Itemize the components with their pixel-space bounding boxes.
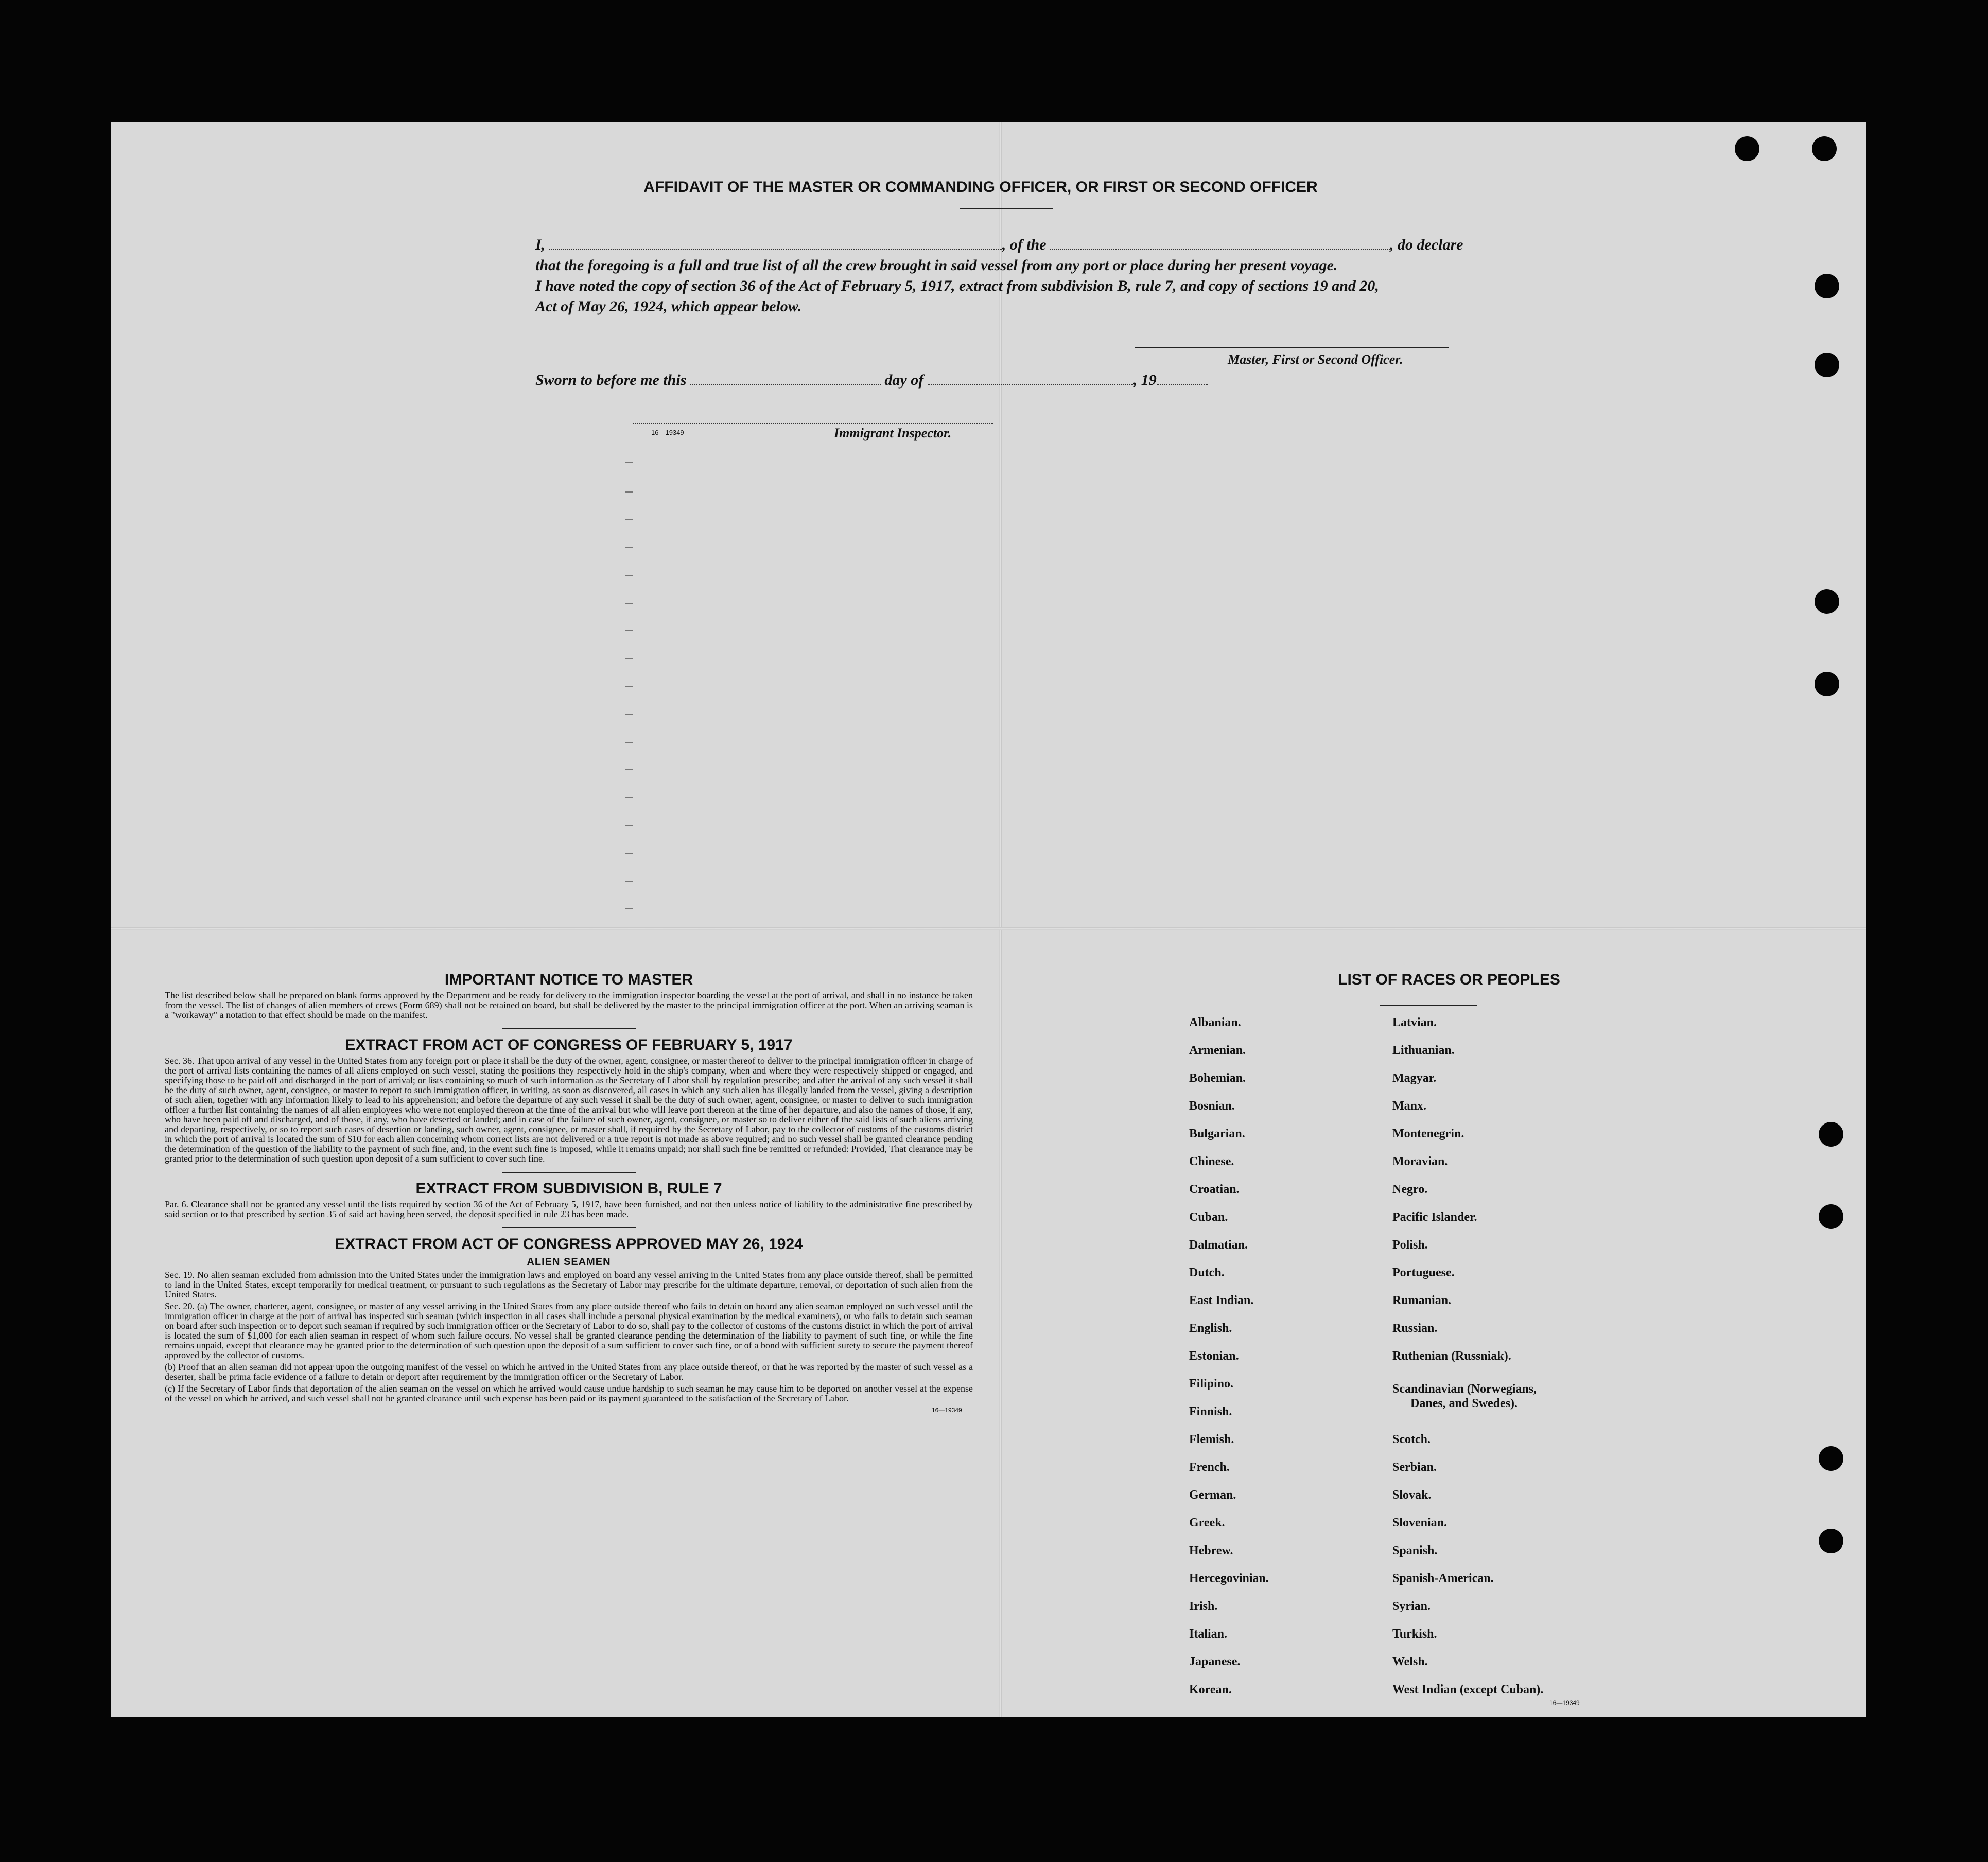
sec19-text: Sec. 19. No alien seaman excluded from admission into the United States under the immigration laws and employed on board any vessel arriving in the United States from any place outside thereof, shall be permitted to land in the United States, except temporarily for medical treatment, or pursuant to such regulations as the Secretary of Labor may prescribe for the ultimate departure, removal, or deportation of such alien from the United States. bbox=[165, 1270, 973, 1299]
sworn-day-blank[interactable] bbox=[690, 372, 881, 385]
race-item: German. bbox=[1189, 1488, 1236, 1502]
race-item: Japanese. bbox=[1189, 1655, 1241, 1668]
alien-seamen-subtitle: ALIEN SEAMEN bbox=[527, 1256, 611, 1268]
punch-hole bbox=[1812, 136, 1837, 161]
punch-hole bbox=[1819, 1446, 1843, 1471]
declaration-of-the: , of the bbox=[1002, 236, 1047, 253]
margin-tick bbox=[625, 881, 633, 882]
declaration-i: I, bbox=[535, 236, 546, 253]
name-blank[interactable] bbox=[549, 236, 1002, 250]
race-item: Spanish. bbox=[1392, 1544, 1438, 1557]
extract-rule7-title: EXTRACT FROM SUBDIVISION B, RULE 7 bbox=[415, 1180, 722, 1197]
margin-tick bbox=[625, 742, 633, 743]
affidavit-title: AFFIDAVIT OF THE MASTER OR COMMANDING OFFICER, OR FIRST OR SECOND OFFICER bbox=[643, 179, 1318, 196]
extract-form-number: 16—19349 bbox=[932, 1407, 962, 1414]
punch-hole bbox=[1819, 1529, 1843, 1553]
punch-hole bbox=[1819, 1204, 1843, 1229]
affidavit-form-number: 16—19349 bbox=[651, 429, 684, 436]
margin-tick bbox=[625, 519, 633, 520]
race-item: Bohemian. bbox=[1189, 1071, 1246, 1085]
race-item: Greek. bbox=[1189, 1516, 1225, 1530]
race-item: English. bbox=[1189, 1322, 1232, 1335]
race-item: Negro. bbox=[1392, 1183, 1428, 1196]
margin-tick bbox=[625, 603, 633, 604]
declaration-line-4: Act of May 26, 1924, which appear below. bbox=[535, 298, 802, 315]
margin-tick bbox=[625, 630, 633, 631]
margin-tick bbox=[625, 908, 633, 909]
declaration-line-2: that the foregoing is a full and true list of all the crew brought in said vessel from any port or place during her present voyage. bbox=[535, 257, 1338, 274]
margin-tick bbox=[625, 462, 633, 463]
race-item: Polish. bbox=[1392, 1238, 1428, 1252]
punch-hole bbox=[1815, 353, 1839, 377]
margin-tick bbox=[625, 547, 633, 548]
master-signature-label: Master, First or Second Officer. bbox=[1228, 352, 1403, 367]
inspector-signature-label: Immigrant Inspector. bbox=[834, 426, 952, 441]
race-item: Rumanian. bbox=[1392, 1294, 1452, 1307]
margin-tick bbox=[625, 658, 633, 659]
race-item: Scandinavian (Norwegians, bbox=[1392, 1382, 1537, 1396]
title-rule bbox=[960, 208, 1053, 209]
race-item: East Indian. bbox=[1189, 1294, 1254, 1307]
race-item: French. bbox=[1189, 1461, 1230, 1474]
race-item: West Indian (except Cuban). bbox=[1392, 1683, 1544, 1696]
race-item: Ruthenian (Russniak). bbox=[1392, 1349, 1511, 1363]
sec20c-text: (c) If the Secretary of Labor finds that deportation of the alien seaman on the vessel on which he arrived would cause undue hardship to such seaman he may cause him to be deported on another vessel at the expense of the vessel on which he arrived, and such vessel shall not be granted clearance until such expense has been paid or its payment guaranteed to the satisfaction of the Secretary of Labor. bbox=[165, 1383, 973, 1403]
sworn-text: Sworn to before me this bbox=[535, 372, 687, 389]
race-item: Bosnian. bbox=[1189, 1099, 1235, 1113]
race-item: Filipino. bbox=[1189, 1377, 1234, 1391]
race-item: Finnish. bbox=[1189, 1405, 1232, 1418]
notice-title: IMPORTANT NOTICE TO MASTER bbox=[444, 971, 693, 988]
race-item: Korean. bbox=[1189, 1683, 1232, 1696]
punch-hole bbox=[1815, 672, 1839, 696]
race-item: Hebrew. bbox=[1189, 1544, 1233, 1557]
inspector-signature-line[interactable] bbox=[633, 423, 993, 424]
margin-tick bbox=[625, 575, 633, 576]
race-item: Serbian. bbox=[1392, 1461, 1437, 1474]
race-item: Spanish-American. bbox=[1392, 1572, 1494, 1585]
race-item: Welsh. bbox=[1392, 1655, 1428, 1668]
margin-tick bbox=[625, 853, 633, 854]
sworn-day-of: day of bbox=[884, 372, 924, 389]
vessel-blank[interactable] bbox=[1050, 236, 1390, 250]
margin-tick bbox=[625, 491, 633, 493]
declaration-line-1 bbox=[535, 236, 1463, 254]
sworn-year-blank[interactable] bbox=[1157, 372, 1208, 385]
declaration-do-declare: , do declare bbox=[1390, 236, 1463, 253]
sworn-line bbox=[535, 372, 1208, 389]
section-rule bbox=[502, 1028, 636, 1029]
notice-column bbox=[165, 971, 973, 1414]
sec20b-text: (b) Proof that an alien seaman did not appear upon the outgoing manifest of the vessel on which he arrived in the United States from any place outside thereof, or that he was reported by the master of such vessel as a deserter, shall be prima facie evidence of a failure to detain or deport after requirement by the immigration officer or the Secretary of Labor. bbox=[165, 1362, 973, 1382]
races-title-rule bbox=[1380, 1005, 1477, 1006]
sworn-month-blank[interactable] bbox=[928, 372, 1133, 385]
race-item: Estonian. bbox=[1189, 1349, 1239, 1363]
race-item: Syrian. bbox=[1392, 1600, 1431, 1613]
race-item: Moravian. bbox=[1392, 1155, 1448, 1168]
horizontal-fold bbox=[111, 927, 1866, 930]
race-item: Scotch. bbox=[1392, 1433, 1431, 1446]
race-item: Dutch. bbox=[1189, 1266, 1225, 1279]
race-item: Slovenian. bbox=[1392, 1516, 1448, 1530]
extract-rule7-text: Par. 6. Clearance shall not be granted any vessel until the lists required by section 36 of the Act of February 5, 1917, have been furnished, and not then unless notice of liability to the administrative fine prescribed by said section or to that prescribed by section 35 of said act having been served, the deposit specified in rule 23 has been made. bbox=[165, 1199, 973, 1219]
section-rule bbox=[502, 1172, 636, 1173]
race-item: Lithuanian. bbox=[1392, 1044, 1455, 1057]
race-item: Manx. bbox=[1392, 1099, 1426, 1113]
race-item: Slovak. bbox=[1392, 1488, 1432, 1502]
extract-1924-title: EXTRACT FROM ACT OF CONGRESS APPROVED MAY 26, 1924 bbox=[335, 1236, 803, 1253]
master-signature-line[interactable] bbox=[1135, 347, 1449, 348]
declaration-line-3: I have noted the copy of section 36 of the Act of February 5, 1917, extract from subdivision B, rule 7, and copy of sections 19 and 20, bbox=[535, 277, 1379, 294]
race-item: Danes, and Swedes). bbox=[1410, 1397, 1518, 1410]
document-page bbox=[111, 122, 1866, 1717]
punch-hole bbox=[1819, 1122, 1843, 1147]
punch-hole bbox=[1815, 589, 1839, 614]
punch-hole bbox=[1735, 136, 1759, 161]
punch-hole bbox=[1815, 274, 1839, 298]
extract-1917-text: Sec. 36. That upon arrival of any vessel in the United States from any foreign port or place it shall be the duty of the owner, agent, consignee, or master thereof to deliver to the principal immigration officer in charge of the port of arrival lists containing the names of all aliens employed on such vessel, stating the positions they respectively hold in the ship's company, when and where they were respectively shipped or engaged, and specifying those to be paid off and discharged in the port of arrival; or lists containing so much of such information as the Secretary of Labor shall by regulation prescribe; and after the arrival of any such vessel it shall be the duty of such owner, agent, consignee, or master to report to such immigration officer, in writing, as soon as discovered, all cases in which any such alien has illegally landed from the vessel, giving a description of such alien, together with any information likely to lead to his apprehension; and before the departure of any such vessel it shall be the duty of such owner, agent, consignee, or master to deliver to such immigration officer a further list containing the names of all alien employees who were not employed thereon at the time of the arrival but who will leave port thereon at the time of her departure, and also the names of those, if any, who have been paid off and discharged, and of those, if any, who have deserted or landed; and in case of the failure of such owner, agent, consignee, or master so to deliver either of the said lists of such aliens arriving and departing, respectively, or so to report such cases of desertion or landing, such owner, agent, consignee, or master shall, if required by the Secretary of Labor, pay to the collector of customs of the customs district in which the port of arrival is located the sum of $10 for each alien concerning whom correct lists are not delivered or a true report is not made as above required; and no such vessel shall be granted clearance pending the determination of the question of the liability to the payment of such fine, and, in the event such fine is imposed, while it remains unpaid; nor shall such fine be remitted or refunded: Provided, That clearance may be granted prior to the determination of such question upon deposit of a sum sufficient to cover such fine. bbox=[165, 1056, 973, 1164]
race-item: Portuguese. bbox=[1392, 1266, 1455, 1279]
race-item: Irish. bbox=[1189, 1600, 1218, 1613]
races-form-number: 16—19349 bbox=[1549, 1699, 1580, 1707]
race-item: Russian. bbox=[1392, 1322, 1438, 1335]
races-title: LIST OF RACES OR PEOPLES bbox=[1338, 971, 1560, 988]
sec20a-text: Sec. 20. (a) The owner, charterer, agent, consignee, or master of any vessel arriving in the United States from any place outside thereof who fails to detain on board any alien seaman employed on such vessel until the immigration officer in charge at the port of arrival has inspected such seaman (which inspection in all cases shall include a personal physical examination by the medical examiners), or who fails to detain such seaman on board after such inspection or to deport such seaman if required by such immigration officer or the Secretary of Labor to do so, shall pay to the collector of customs of the customs district in which the port of arrival is located the sum of $1,000 for each alien seaman in respect of whom such failure occurs. No vessel shall be granted clearance pending the determination of the liability to payment of such fine, or while the fine remains unpaid, except that clearance may be granted prior to the determination of such question upon the deposit of a sum sufficient to cover such fine, or of a bond with sufficient surety to secure the payment thereof approved by the collector of customs. bbox=[165, 1301, 973, 1360]
sworn-year: , 19 bbox=[1133, 372, 1157, 389]
race-item: Armenian. bbox=[1189, 1044, 1246, 1057]
race-item: Croatian. bbox=[1189, 1183, 1240, 1196]
race-item: Albanian. bbox=[1189, 1016, 1241, 1029]
section-rule bbox=[502, 1227, 636, 1228]
margin-tick bbox=[625, 825, 633, 826]
race-item: Flemish. bbox=[1189, 1433, 1234, 1446]
extract-1917-title: EXTRACT FROM ACT OF CONGRESS OF FEBRUARY 5, 1917 bbox=[345, 1037, 793, 1053]
margin-tick bbox=[625, 714, 633, 715]
race-item: Montenegrin. bbox=[1392, 1127, 1464, 1140]
race-item: Latvian. bbox=[1392, 1016, 1437, 1029]
race-item: Chinese. bbox=[1189, 1155, 1234, 1168]
race-item: Dalmatian. bbox=[1189, 1238, 1248, 1252]
notice-text: The list described below shall be prepared on blank forms approved by the Department and be ready for delivery to the immigration inspector boarding the vessel at the port of arrival, and shall in no instance be taken from the vessel. The list of changes of alien members of crews (Form 689) shall not be retained on board, but shall be delivered by the master to the principal immigration officer at the port. When an arriving seaman is a "workaway" a notation to that effect should be made on the manifest. bbox=[165, 990, 973, 1020]
race-item: Italian. bbox=[1189, 1627, 1228, 1641]
race-item: Bulgarian. bbox=[1189, 1127, 1245, 1140]
race-item: Pacific Islander. bbox=[1392, 1210, 1477, 1224]
margin-tick bbox=[625, 797, 633, 798]
race-item: Hercegovinian. bbox=[1189, 1572, 1269, 1585]
race-item: Magyar. bbox=[1392, 1071, 1437, 1085]
margin-tick bbox=[625, 769, 633, 770]
race-item: Turkish. bbox=[1392, 1627, 1437, 1641]
vertical-fold bbox=[999, 122, 1002, 1717]
margin-tick bbox=[625, 686, 633, 687]
race-item: Cuban. bbox=[1189, 1210, 1228, 1224]
